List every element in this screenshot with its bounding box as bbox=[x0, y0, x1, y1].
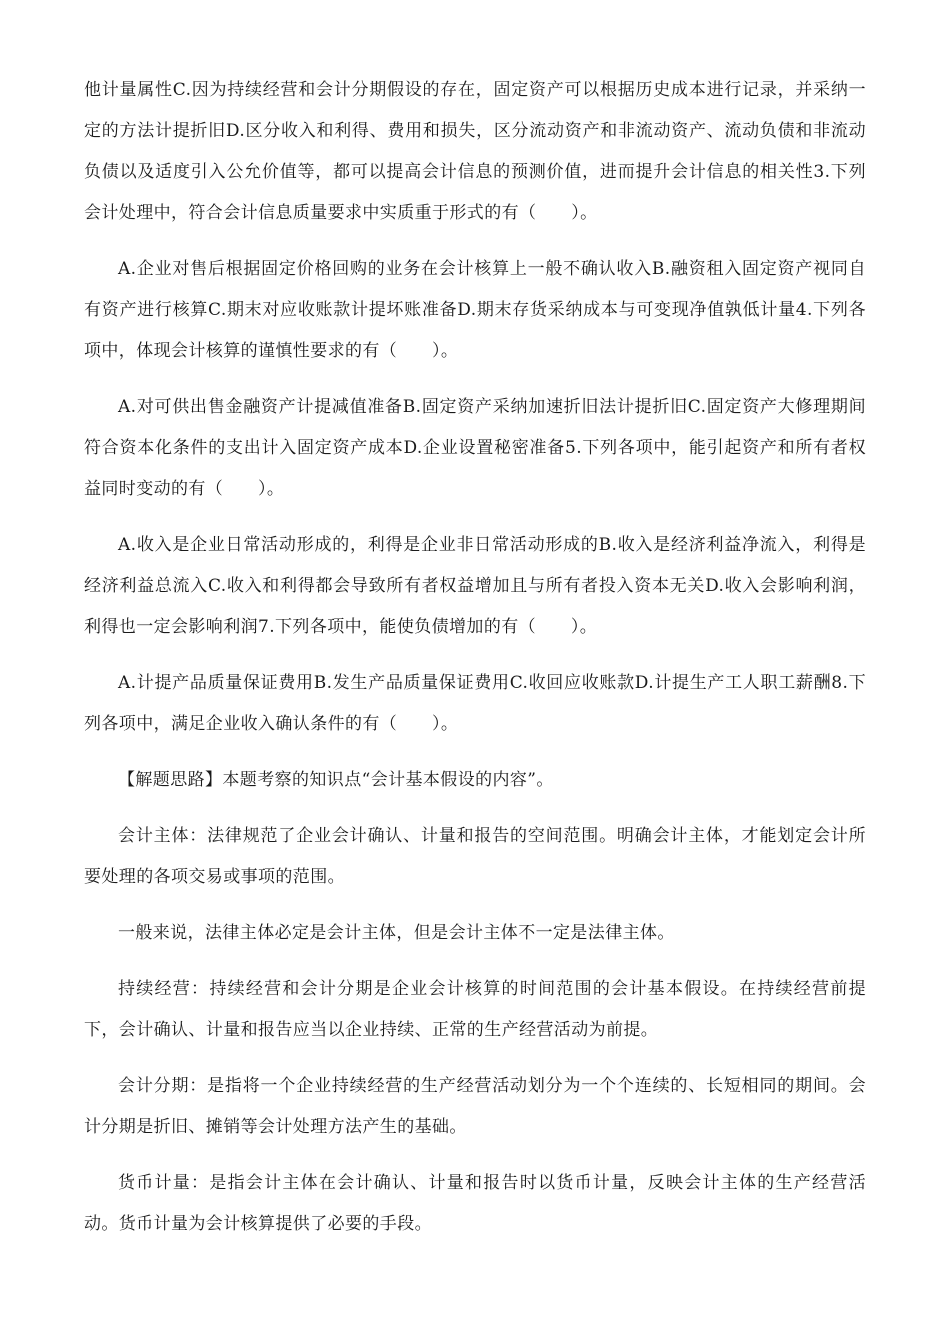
paragraph-question-3-options: A.企业对售后根据固定价格回购的业务在会计核算上一般不确认收入B.融资租入固定资产视同自有资产进行核算C.期末对应收账款计提坏账准备D.期末存货采纳成本与可变现净值孰低计量4.下列各项中，体现会计核算的谨慎性要求的有（ ）。 bbox=[84, 259, 866, 361]
paragraph-question-4-options: A.对可供出售金融资产计提减值准备B.固定资产采纳加速折旧法计提折旧C.固定资产大修理期间符合资本化条件的支出计入固定资产成本D.企业设置秘密准备5.下列各项中，能引起资产和所有者权益同时变动的有（ ）。 bbox=[84, 397, 866, 499]
paragraph-accounting-period: 会计分期：是指将一个企业持续经营的生产经营活动划分为一个个连续的、长短相同的期间。会计分期是折旧、摊销等会计处理方法产生的基础。 bbox=[84, 1076, 866, 1137]
paragraph-accounting-entity: 会计主体：法律规范了企业会计确认、计量和报告的空间范围。明确会计主体，才能划定会计所要处理的各项交易或事项的范围。 bbox=[84, 826, 866, 887]
paragraph-question-5-options: A.收入是企业日常活动形成的，利得是企业非日常活动形成的B.收入是经济利益净流入，利得是经济利益总流入C.收入和利得都会导致所有者权益增加且与所有者投入资本无关D.收入会影响利润，利得也一定会影响利润7.下列各项中，能使负债增加的有（ ）。 bbox=[84, 535, 866, 637]
paragraph-legal-entity: 一般来说，法律主体必定是会计主体，但是会计主体不一定是法律主体。 bbox=[118, 923, 675, 943]
paragraph-continuation: 他计量属性C.因为持续经营和会计分期假设的存在，固定资产可以根据历史成本进行记录，并采纳一定的方法计提折旧D.区分收入和利得、费用和损失，区分流动资产和非流动资产、流动负债和非流动负债以及适度引入公允价值等，都可以提高会计信息的预测价值，进而提升会计信息的相关性3.下列会计处理中，符合会计信息质量要求中实质重于形式的有（ ）。 bbox=[84, 80, 866, 223]
paragraph-question-7-options: A.计提产品质量保证费用B.发生产品质量保证费用C.收回应收账款D.计提生产工人职工薪酬8.下列各项中，满足企业收入确认条件的有（ ）。 bbox=[84, 673, 866, 734]
document-page bbox=[84, 70, 866, 1245]
paragraph-solution-heading: 【解题思路】本题考察的知识点“会计基本假设的内容”。 bbox=[118, 770, 554, 790]
paragraph-going-concern: 持续经营：持续经营和会计分期是企业会计核算的时间范围的会计基本假设。在持续经营前提下，会计确认、计量和报告应当以企业持续、正常的生产经营活动为前提。 bbox=[84, 979, 866, 1040]
paragraph-monetary-measurement: 货币计量：是指会计主体在会计确认、计量和报告时以货币计量，反映会计主体的生产经营活动。货币计量为会计核算提供了必要的手段。 bbox=[84, 1173, 866, 1234]
